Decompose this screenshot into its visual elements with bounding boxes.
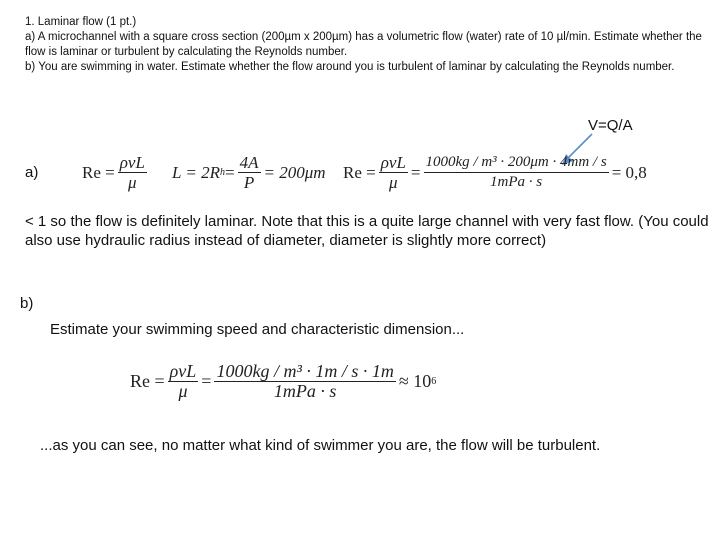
answer-b-label: b): [20, 295, 34, 312]
answer-b-conclusion: ...as you can see, no matter what kind of swimmer you are, the flow will be turbulent.: [40, 437, 601, 454]
problem-statement: [25, 15, 705, 75]
problem-part-a: a) A microchannel with a square cross section (200µm x 200µm) has a volumetric flow (water) rate of 10 µl/min. Estimate whether the flow is laminar or turbulent by calculating the Reynolds number.: [25, 31, 702, 58]
equation-hydraulic-diameter: L = 2R h = $\frac{4A}{P}$ = 200μm: [172, 153, 326, 192]
answer-b-intro: Estimate your swimming speed and characteristic dimension...: [50, 321, 465, 338]
problem-title: 1. Laminar flow (1 pt.): [25, 16, 137, 28]
velocity-note: V=Q/A: [588, 117, 633, 134]
equation-reynolds-a: Re = $\frac{\text{ρvL}}{\mu}$: [82, 153, 145, 192]
equation-reynolds-value-a: Re = $\frac{\text{ρvL}}{\mu}$ = $\frac{\text{1000kg / m³ · 200μm · 4mm / s}}{\text{1mPa · s}}$ = 0,8: [343, 153, 647, 192]
answer-a-conclusion: < 1 so the flow is definitely laminar. Note that this is a quite large channel with very fast flow. (You could also use hydraulic radius instead of diameter, diameter is slightly more correct): [25, 213, 709, 249]
equation-reynolds-b: Re = $\frac{\text{ρvL}}{\mu}$ = $\frac{\text{1000kg / m³ · 1m / s · 1m}}{\text{1mPa · s}}$ ≈ 10 6: [130, 361, 437, 401]
answer-a-label: a): [25, 164, 39, 181]
problem-part-b: b) You are swimming in water. Estimate whether the flow around you is turbulent of laminar by calculating the Reynolds number.: [25, 61, 675, 73]
